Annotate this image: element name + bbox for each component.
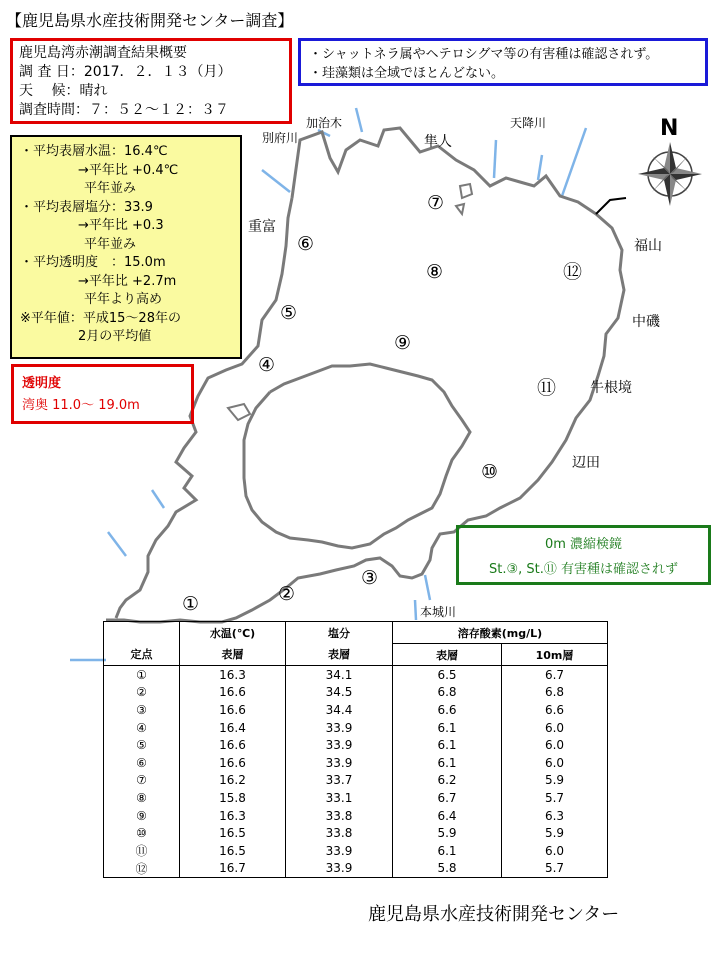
cell-station: ⑪	[104, 842, 180, 860]
summary-line: →平年比 +0.3	[78, 218, 164, 233]
observation-table	[103, 621, 608, 878]
river-west-1	[152, 490, 164, 508]
transparency-value: 湾奥 11.0〜 19.0m	[22, 398, 140, 413]
fukuyama-line	[596, 198, 626, 214]
station-10: ⑩	[481, 461, 499, 483]
cell-do-surface: 5.9	[393, 824, 502, 842]
cell-salinity: 33.1	[286, 789, 393, 807]
transparency-box	[11, 364, 194, 424]
station-8: ⑧	[426, 261, 444, 283]
place-beppu: 別府川	[262, 131, 299, 145]
cell-do-surface: 6.1	[393, 842, 502, 860]
cell-temp: 16.6	[180, 736, 286, 754]
cell-salinity: 33.7	[286, 772, 393, 790]
summary-line: →平年比 +2.7m	[78, 273, 177, 289]
cell-station: ⑥	[104, 754, 180, 772]
cell-station: ⑫	[104, 860, 180, 878]
cell-do-10m: 6.0	[502, 842, 608, 860]
cell-do-10m: 6.6	[502, 701, 608, 719]
table-row	[104, 860, 608, 878]
cell-do-surface: 6.5	[393, 666, 502, 684]
cell-do-10m: 5.9	[502, 824, 608, 842]
table-row	[104, 701, 608, 719]
place-ushinekyo: 牛根境	[590, 380, 632, 396]
island-north-1	[460, 184, 472, 198]
summary-line: ・平均表層水温：16.4℃	[20, 144, 168, 159]
cell-do-10m: 5.9	[502, 772, 608, 790]
cell-temp: 16.3	[180, 666, 286, 684]
cell-temp: 15.8	[180, 789, 286, 807]
footer-organization: 鹿児島県水産技術開発センター	[368, 904, 620, 925]
header-station: 定点	[104, 644, 180, 666]
island-west	[228, 404, 250, 420]
place-hetta: 辺田	[572, 455, 600, 471]
table-row	[104, 719, 608, 737]
summary-line: 平年並み	[84, 236, 137, 252]
cell-salinity: 33.9	[286, 860, 393, 878]
cell-do-surface: 6.8	[393, 684, 502, 702]
cell-do-10m: 6.7	[502, 666, 608, 684]
table-row	[104, 842, 608, 860]
cell-temp: 16.4	[180, 719, 286, 737]
cell-do-10m: 5.7	[502, 789, 608, 807]
concentration-label: 0m 濃縮検鏡	[544, 537, 623, 552]
cell-station: ②	[104, 684, 180, 702]
cell-do-surface: 6.4	[393, 807, 502, 825]
header-sal-surface: 表層	[286, 644, 393, 666]
place-fukuyama: 福山	[634, 238, 662, 254]
concentration-result: St.③, St.⑪ 有害種は確認されず	[488, 562, 678, 577]
river-amori	[494, 140, 496, 178]
river-shigetomi	[262, 170, 290, 192]
station-11: ⑪	[537, 377, 557, 399]
summary-box	[10, 135, 242, 359]
header-do-surface: 表層	[393, 644, 502, 666]
station-6: ⑥	[297, 233, 315, 255]
cell-station: ⑩	[104, 824, 180, 842]
cell-temp: 16.3	[180, 807, 286, 825]
station-4: ④	[258, 354, 276, 376]
station-2: ②	[278, 583, 296, 605]
place-motojogawa: 本城川	[420, 605, 457, 619]
place-amorigawa: 天降川	[510, 116, 547, 130]
table-row	[104, 824, 608, 842]
river-kajiki	[356, 108, 362, 132]
cell-do-10m: 6.3	[502, 807, 608, 825]
header-temp-surface: 表層	[180, 644, 286, 666]
river-motojo	[425, 575, 430, 600]
survey-time: 調査時間：７：５２〜１２：３７	[19, 102, 229, 118]
cell-do-surface: 6.7	[393, 789, 502, 807]
table-row	[104, 684, 608, 702]
summary-line: 平年より高め	[84, 292, 163, 307]
cell-temp: 16.6	[180, 701, 286, 719]
cell-station: ①	[104, 666, 180, 684]
cell-do-10m: 6.0	[502, 754, 608, 772]
place-kajiki: 加治木	[306, 116, 343, 130]
cell-do-surface: 6.1	[393, 736, 502, 754]
cell-do-10m: 6.0	[502, 719, 608, 737]
cell-salinity: 33.9	[286, 842, 393, 860]
compass-rose	[638, 142, 702, 206]
table-row	[104, 807, 608, 825]
cell-do-10m: 5.7	[502, 860, 608, 878]
survey-heading: 鹿児島湾赤潮調査結果概要	[19, 45, 187, 61]
table-row	[104, 789, 608, 807]
header-temp: 水温(℃)	[180, 622, 286, 644]
summary-line: ・平均表層塩分：33.9	[20, 199, 153, 215]
sakurajima	[244, 364, 470, 548]
cell-station: ⑦	[104, 772, 180, 790]
cell-salinity: 33.8	[286, 807, 393, 825]
survey-info-box	[10, 38, 292, 124]
river-west-2	[108, 532, 126, 556]
header-do-10m: 10m層	[502, 644, 608, 666]
summary-line: 2月の平均値	[78, 329, 152, 344]
station-12: ⑫	[563, 261, 583, 283]
cell-do-surface: 6.2	[393, 772, 502, 790]
note-line: ・珪藻類は全域でほとんどない。	[309, 66, 505, 81]
cell-temp: 16.7	[180, 860, 286, 878]
header-station-blank	[104, 622, 180, 644]
cell-temp: 16.6	[180, 754, 286, 772]
cell-station: ⑨	[104, 807, 180, 825]
cell-salinity: 34.5	[286, 684, 393, 702]
cell-temp: 16.5	[180, 824, 286, 842]
cell-temp: 16.5	[180, 842, 286, 860]
cell-salinity: 33.9	[286, 754, 393, 772]
table-row	[104, 666, 608, 684]
place-shigetomi: 重富	[248, 219, 276, 235]
notes-box	[298, 38, 708, 86]
station-3: ③	[361, 567, 379, 589]
station-7: ⑦	[427, 192, 445, 214]
river-north-2	[538, 155, 542, 180]
concentration-result-box	[456, 525, 711, 585]
place-hayato: 隼人	[424, 134, 452, 150]
cell-do-10m: 6.0	[502, 736, 608, 754]
table-row	[104, 736, 608, 754]
compass-north-label: N	[660, 116, 679, 141]
station-9: ⑨	[394, 332, 412, 354]
summary-line: ・平均透明度 ：15.0m	[20, 255, 166, 270]
note-line: ・シャットネラ属やヘテロシグマ等の有害種は確認されず。	[309, 47, 659, 62]
survey-date: 調 査 日：2017．２．１３（月）	[19, 64, 232, 80]
table-row	[104, 754, 608, 772]
cell-salinity: 34.4	[286, 701, 393, 719]
cell-temp: 16.6	[180, 684, 286, 702]
summary-line: ※平年値：平成15〜28年の	[20, 310, 181, 326]
cell-station: ⑧	[104, 789, 180, 807]
header-salinity: 塩分	[286, 622, 393, 644]
island-north-2	[456, 204, 464, 214]
river-east	[562, 128, 586, 196]
cell-do-surface: 6.1	[393, 719, 502, 737]
cell-station: ⑤	[104, 736, 180, 754]
place-nakaiso: 中磯	[632, 314, 660, 330]
table-row	[104, 772, 608, 790]
cell-temp: 16.2	[180, 772, 286, 790]
cell-do-10m: 6.8	[502, 684, 608, 702]
cell-station: ③	[104, 701, 180, 719]
cell-station: ④	[104, 719, 180, 737]
survey-weather: 天 候：晴れ	[19, 83, 108, 99]
station-5: ⑤	[280, 302, 298, 324]
river-south	[415, 600, 416, 620]
summary-line: →平年比 +0.4℃	[78, 162, 179, 178]
cell-do-surface: 6.1	[393, 754, 502, 772]
cell-do-surface: 6.6	[393, 701, 502, 719]
cell-salinity: 33.9	[286, 736, 393, 754]
transparency-label: 透明度	[22, 376, 62, 391]
cell-salinity: 33.9	[286, 719, 393, 737]
summary-line: 平年並み	[84, 181, 137, 196]
cell-salinity: 34.1	[286, 666, 393, 684]
cell-salinity: 33.8	[286, 824, 393, 842]
cell-do-surface: 5.8	[393, 860, 502, 878]
page-title: 【鹿児島県水産技術開発センター調査】	[6, 11, 294, 30]
station-1: ①	[182, 593, 200, 615]
header-do: 溶存酸素(mg/L)	[393, 622, 608, 644]
